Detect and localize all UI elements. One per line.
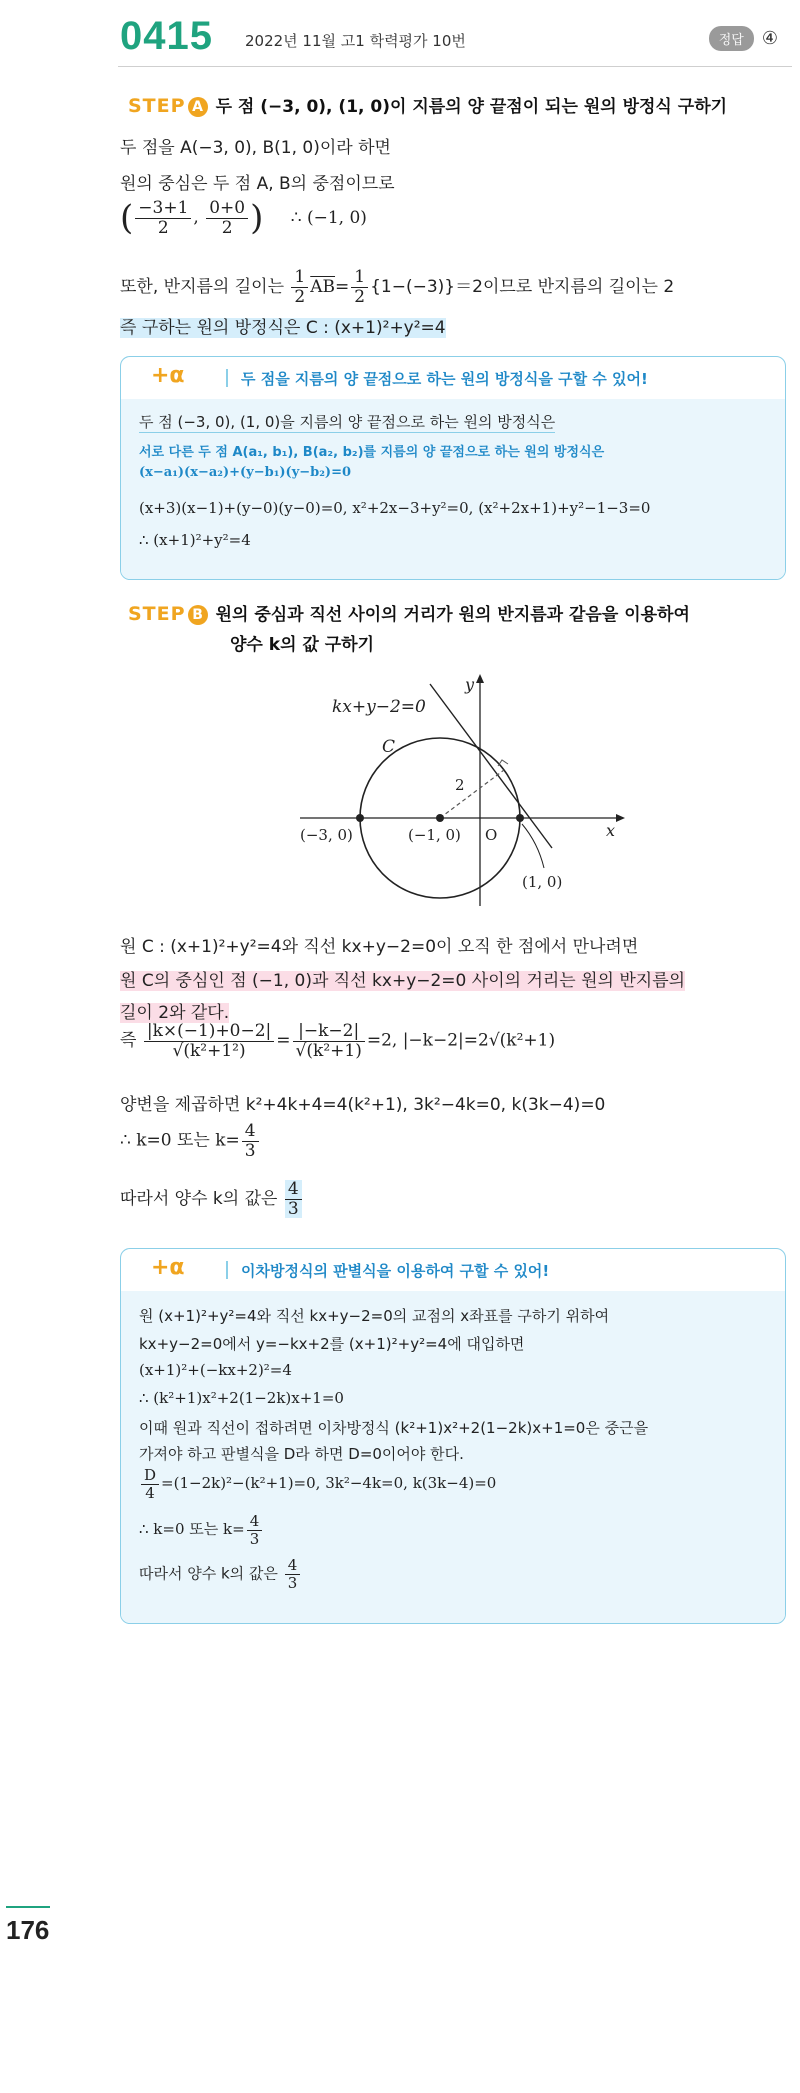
answer [709,26,778,51]
distance-equation: 즉 $\frac{|k\times(-1)+0-2|}{\text{√(k²+1²)}}$ = $\frac{|-k-2|}{\text{√(k²+1)}}$ =2, |−k−2|=2√(k²+1) [120,1021,556,1061]
frac-num: 4 [242,1122,259,1142]
x-axis-label: x [606,821,616,840]
tip-box-discriminant [120,1248,786,1624]
text-line: 두 점을 A(−3, 0), B(1, 0)이라 하면 [120,138,391,158]
label-pointer [522,824,544,868]
page-header [0,0,800,80]
result-line [120,1122,261,1160]
circle-label: C [382,737,396,757]
step-a-heading [128,92,727,117]
problem-source: 2022년 11월 고1 학력평가 10번 [245,32,466,50]
step-word: STEP [128,603,186,625]
y-axis-label: y [465,675,475,694]
frac-num: 1 [351,268,368,288]
dist-prefix: 즉 [120,1030,137,1051]
frac-num: 4 [285,1557,301,1575]
midpoint-expression: ( $\frac{-3+1}{2}$ , $\frac{0+0}{2}$ ) ∴ (−1, 0) [120,197,367,238]
tip-note: 서로 다른 두 점 A(a₁, b₁), B(a₂, b₂)를 지름의 양 끝점으로 하는 원의 방정식은 [139,445,605,460]
answer-badge: 정답 [709,26,754,51]
frac-num: −3+1 [135,199,191,219]
midpoint-result: ∴ (−1, 0) [290,207,367,228]
tip-box-diameter [120,356,786,580]
segment-ab: $\overline{AB}$ [310,277,336,298]
tip-header [121,1249,785,1292]
circle-equation-text: 즉 구하는 원의 방정식은 C : (x+1)²+y²=4 [120,318,446,338]
tip-line: 이때 원과 직선이 접하려면 이차방정식 (k²+1)x²+2(1−2k)x+1=0은 중근을 [139,1419,649,1437]
tip-line: ∴ (k²+1)x²+2(1−2k)x+1=0 [139,1389,344,1407]
result-prefix: ∴ k=0 또는 k= [139,1520,245,1538]
radius-label: 2 [455,776,465,794]
page-number: 176 [6,1915,50,1945]
text-line: 원의 중심은 두 점 A, B의 중점이므로 [120,174,395,194]
frac-num: |−k−2| [293,1022,365,1042]
frac-den: 3 [244,1140,256,1161]
frac-den: 3 [287,1573,298,1592]
tip-line: (x+1)²+(−kx+2)²=4 [139,1361,292,1379]
y-axis-arrow [476,674,484,683]
frac-den: 2 [221,217,233,238]
step-word: STEP [128,95,186,117]
frac-den: 2 [157,217,169,238]
text-line-highlight [120,966,685,991]
tip-header [121,357,785,400]
frac-den: 4 [145,1483,155,1502]
frac-num: 4 [285,1180,302,1200]
point-right-label: (1, 0) [522,873,563,891]
text-line: 원 C : (x+1)²+y²=4와 직선 kx+y−2=0이 오직 한 점에서 만나려면 [120,937,639,957]
tip-body [121,1291,785,1623]
radius-line: 또한, 반지름의 길이는 $\frac{1}{2}$ $\overline{AB}=$ $\frac{1}{2}$ {1−(−3)}＝2이므로 반지름의 길이는 2 [120,267,675,307]
radius-prefix: 또한, 반지름의 길이는 [120,277,285,298]
plus-alpha-icon: +α [151,1255,185,1280]
point-left-label: (−3, 0) [300,826,353,844]
step-b-title-2: 양수 k의 값 구하기 [230,635,375,655]
problem-number: 0415 [120,14,213,58]
frac-num: D [141,1467,159,1485]
frac-den: 2 [354,286,366,307]
discriminant-line [139,1467,496,1501]
tip-result [139,1513,264,1547]
origin-label: O [485,826,498,844]
tip-note-formula: (x−a₁)(x−a₂)+(y−b₁)(y−b₂)=0 [139,465,352,480]
frac-num: |k×(−1)+0−2| [144,1022,274,1042]
step-a-title: 두 점 (−3, 0), (1, 0)이 지름의 양 끝점이 되는 원의 방정식 구하기 [215,97,728,117]
tip-divider [226,1261,228,1279]
frac-num: 0+0 [206,199,248,219]
disc-tail: =(1−2k)²−(k²+1)=0, 3k²−4k=0, k(3k−4)=0 [161,1474,497,1492]
circle-equation [120,313,446,338]
tip-final [139,1557,302,1591]
frac-den: 3 [287,1198,299,1219]
result-prefix: ∴ k=0 또는 k= [120,1130,240,1151]
tip-title: 이차방정식의 판별식을 이용하여 구할 수 있어! [241,1262,550,1280]
answer-value: ④ [761,28,778,49]
point-right [516,814,524,822]
tip-title: 두 점을 지름의 양 끝점으로 하는 원의 방정식을 구할 수 있어! [241,370,648,388]
step-b-title-1: 원의 중심과 직선 사이의 거리가 원의 반지름과 같음을 이용하여 [215,605,690,625]
tip-divider [226,369,228,387]
highlight-text: 길이 2와 같다. [120,1003,230,1023]
header-divider [118,66,792,67]
radius-segment [440,770,504,818]
step-a-badge: A [188,97,208,117]
frac-den: √(k²+1) [295,1040,362,1061]
final-prefix: 따라서 양수 k의 값은 [120,1189,278,1210]
frac-num: 1 [291,268,308,288]
final-prefix: 따라서 양수 k의 값은 [139,1564,278,1583]
frac-den: 3 [249,1529,260,1548]
tip-line: ∴ (x+1)²+y²=4 [139,531,251,549]
tip-line: kx+y−2=0에서 y=−kx+2를 (x+1)²+y²=4에 대입하면 [139,1335,525,1353]
step-b-badge: B [188,605,208,625]
point-left [356,814,364,822]
final-answer-line [120,1180,304,1218]
tip-line: 원 (x+1)²+y²=4와 직선 kx+y−2=0의 교점의 x좌표를 구하기 위하여 [139,1307,610,1325]
dist-tail: =2, |−k−2|=2√(k²+1) [366,1030,556,1051]
plus-alpha-icon: +α [151,363,185,388]
text-line: 양변을 제곱하면 k²+4k+4=4(k²+1), 3k²−4k=0, k(3k−4)=0 [120,1095,606,1115]
point-center [436,814,444,822]
line-label: kx+y−2=0 [332,697,426,717]
page-number-rule [6,1906,50,1908]
frac-den: √(k²+1²) [172,1040,246,1061]
frac-den: 2 [294,286,306,307]
circle-tangent-graph [300,668,630,908]
tip-line: 가져야 하고 판별식을 D라 하면 D=0이어야 한다. [139,1445,464,1463]
tip-line: (x+3)(x−1)+(y−0)(y−0)=0, x²+2x−3+y²=0, (x²+2x+1)+y²−1−3=0 [139,499,651,517]
highlight-text: 원 C의 중심인 점 (−1, 0)과 직선 kx+y−2=0 사이의 거리는 원의 반지름의 [120,971,686,991]
frac-num: 4 [247,1513,263,1531]
tangent-line [430,684,552,848]
text-line-highlight [120,998,229,1023]
tip-line: 두 점 (−3, 0), (1, 0)을 지름의 양 끝점으로 하는 원의 방정식은 [139,413,556,431]
tip-body [121,399,785,579]
radius-expr: {1−(−3)}＝2이므로 반지름의 길이는 2 [370,277,675,298]
step-b-heading [128,600,690,625]
point-center-label: (−1, 0) [408,826,461,844]
x-axis-arrow [616,814,625,822]
